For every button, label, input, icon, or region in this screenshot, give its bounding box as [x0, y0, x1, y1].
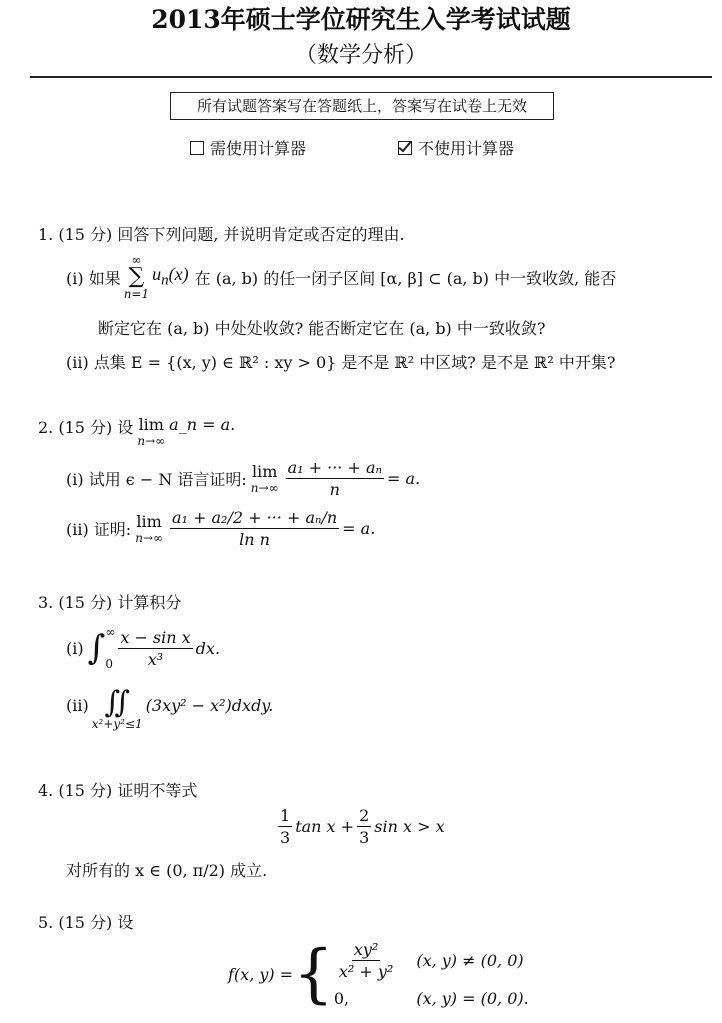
- denominator: n: [329, 480, 340, 499]
- q2-ii-prefix: (ii) 证明:: [66, 520, 132, 539]
- q4-inequality: [275, 806, 445, 847]
- equals-a: = a.: [386, 469, 421, 488]
- lim: lim: [136, 512, 162, 531]
- fraction: [337, 940, 395, 981]
- case-condition: (x, y) = (0, 0).: [416, 989, 529, 1008]
- double-integral: [91, 685, 143, 731]
- q1-label: 1. (15 分) 回答下列问题, 并说明肯定或否定的理由.: [38, 225, 405, 244]
- sum-upper: ∞: [131, 253, 142, 267]
- q3-i-prefix: (i): [66, 638, 84, 658]
- denominator: 3: [359, 828, 370, 847]
- q4-label: 4. (15 分) 证明不等式: [38, 781, 198, 800]
- q2-condition: a_n = a.: [169, 415, 236, 434]
- exam-subject: （数学分析）: [294, 43, 427, 68]
- q3-ii-prefix: (ii): [66, 696, 89, 715]
- lower-limit: 0: [105, 657, 113, 671]
- lim: lim: [251, 462, 278, 481]
- case-condition: (x, y) ≠ (0, 0): [416, 951, 524, 970]
- checkbox-icon: [190, 141, 204, 155]
- denominator: 3: [280, 828, 291, 847]
- q1-part-i-line2: 断定它在 (a, b) 中处处收敛? 能否断定它在 (a, b) 中一致收敛?: [98, 319, 546, 338]
- numerator: 1: [280, 806, 291, 825]
- left-brace: {: [293, 937, 334, 1011]
- q3-part-i: [66, 625, 220, 671]
- integral-limits: [105, 625, 115, 671]
- q2-i-prefix: (i) 试用 ϵ − N 语言证明:: [66, 470, 247, 489]
- option-no-calculator: [398, 136, 514, 159]
- divider: [30, 76, 712, 78]
- equals-a: = a.: [342, 519, 376, 538]
- notice-box: 所有试题答案写在答题纸上，答案写在试卷上无效: [170, 92, 554, 120]
- q3-part-ii: [66, 685, 274, 731]
- option-label: 需使用计算器: [210, 139, 307, 158]
- fraction: [278, 806, 292, 847]
- case-value: 0,: [333, 989, 350, 1008]
- fraction: [357, 806, 371, 847]
- integrand: (3xy² − x²)dxdy.: [145, 696, 274, 715]
- fraction: [286, 458, 384, 499]
- sin-term: sin x > x: [374, 817, 445, 836]
- fraction: [170, 508, 339, 549]
- q1-i-text: 在 (a, b) 的任一闭子区间 [α, β] ⊂ (a, b) 中一致收敛, 能否: [194, 268, 617, 288]
- lim-sub: n→∞: [135, 531, 163, 545]
- function-lhs: f(x, y) =: [228, 964, 294, 984]
- numerator: a₁ + a₂/2 + ··· + aₙ/n: [171, 508, 338, 527]
- q2-part-ii: [66, 508, 375, 549]
- limit: [251, 462, 279, 495]
- lim-sub: n→∞: [137, 434, 166, 448]
- differential: dx.: [195, 638, 221, 658]
- q4-condition: 对所有的 x ∈ (0, π/2) 成立.: [66, 861, 268, 880]
- q2-prefix: 2. (15 分) 设: [38, 418, 134, 437]
- limit: [137, 415, 165, 448]
- q5-label: 5. (15 分) 设: [38, 913, 134, 932]
- option-label: 不使用计算器: [418, 139, 515, 158]
- fraction: [118, 628, 192, 669]
- lim-sub: n→∞: [250, 481, 279, 495]
- denominator: ln n: [239, 530, 270, 549]
- upper-limit: ∞: [105, 625, 116, 639]
- sum-lower: n=1: [123, 287, 150, 301]
- region: x²+y²≤1: [91, 717, 143, 731]
- checked-checkbox-icon: [398, 141, 412, 155]
- q5-function: [228, 937, 529, 1011]
- numerator: x − sin x: [120, 627, 191, 647]
- cases: [334, 940, 529, 1008]
- q2-part-i: [66, 458, 420, 499]
- denominator: x³: [147, 649, 164, 669]
- integral-symbol: ∫: [87, 628, 106, 668]
- q2-label: [38, 415, 235, 448]
- numerator: a₁ + ··· + aₙ: [287, 458, 382, 477]
- limit: [135, 512, 163, 545]
- exam-title: 2013年硕士学位研究生入学考试试题: [151, 5, 571, 34]
- q1-i-prefix: (i) 如果: [66, 268, 121, 288]
- q1-part-ii: (ii) 点集 E = {(x, y) ∈ ℝ² : xy > 0} 是不是 ℝ² 中区域? 是不是 ℝ² 中开集?: [66, 353, 616, 372]
- lim: lim: [138, 415, 164, 434]
- q3-label: 3. (15 分) 计算积分: [38, 593, 182, 612]
- tan-term: tan x +: [295, 817, 355, 836]
- numerator: xy²: [353, 940, 379, 959]
- q1-part-i: [66, 254, 616, 300]
- sum-operator: [124, 254, 149, 300]
- double-integral-symbol: ∬: [104, 685, 130, 720]
- sum-symbol: ∑: [128, 264, 145, 289]
- numerator: 2: [359, 806, 370, 825]
- option-calculator: [190, 136, 306, 159]
- series-term: $u_n(x)$: [152, 264, 189, 289]
- denominator: x² + y²: [338, 962, 394, 981]
